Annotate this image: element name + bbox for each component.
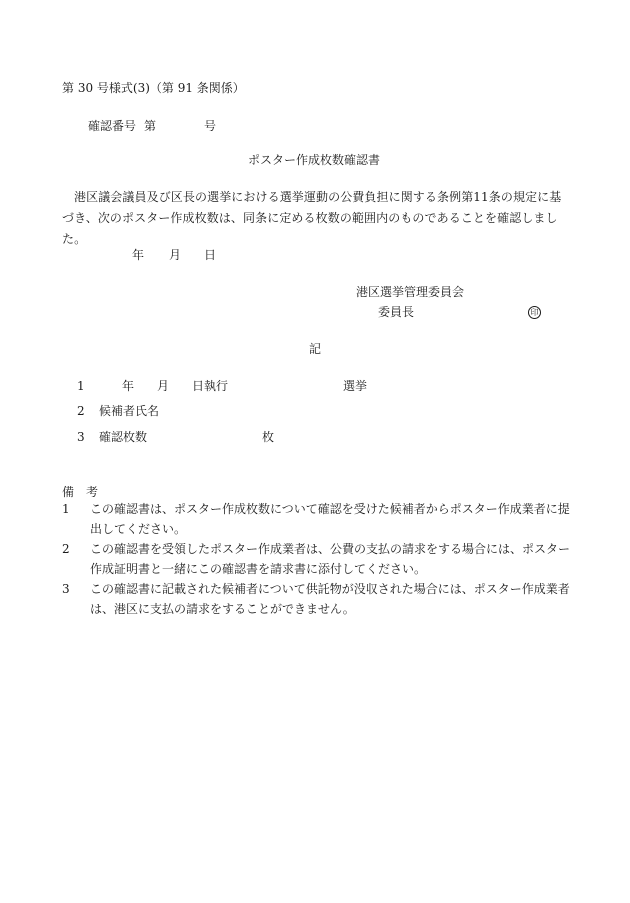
note-text: この確認書は、ポスター作成枚数について確認を受けた候補者からポスター作成業者に提出してください。 xyxy=(90,502,570,536)
date-day: 日 xyxy=(204,248,217,262)
seal-mark xyxy=(528,305,541,319)
notes-heading: 備 考 xyxy=(62,485,99,499)
notes-list xyxy=(62,499,574,619)
body-paragraph: 港区議会議員及び区長の選挙における選挙運動の公費負担に関する条例第11条の規定に基づき、次のポスター作成枚数は、同条に定める枚数の範囲内のものであることを確認しました。 xyxy=(62,190,562,246)
item-1-day-executed: 日執行 xyxy=(192,379,229,393)
item-2-number: 2 xyxy=(77,404,85,418)
confirmation-number-prefix: 第 xyxy=(144,119,157,133)
item-1-election: 選挙 xyxy=(343,379,368,393)
seal-icon: 印 xyxy=(528,306,541,319)
item-3-label: 確認枚数 xyxy=(99,430,148,444)
item-1-year: 年 xyxy=(122,379,135,393)
chairman-title: 委員長 xyxy=(378,305,415,319)
item-3-unit: 枚 xyxy=(262,430,275,444)
item-2-label: 候補者氏名 xyxy=(99,404,160,418)
form-number: 第 30 号様式(3)（第 91 条関係） xyxy=(62,81,245,95)
committee-name: 港区選挙管理委員会 xyxy=(356,285,465,299)
item-3-number: 3 xyxy=(77,430,85,444)
confirmation-number-label: 確認番号 xyxy=(88,119,137,133)
note-number: 2 xyxy=(62,542,70,556)
item-1-number: 1 xyxy=(77,379,85,393)
document-title: ポスター作成枚数確認書 xyxy=(248,153,381,167)
note-item xyxy=(62,579,574,619)
note-number: 1 xyxy=(62,502,70,516)
ki-heading: 記 xyxy=(309,342,322,356)
confirmation-number-suffix: 号 xyxy=(204,119,217,133)
note-item xyxy=(62,499,574,539)
note-text: この確認書に記載された候補者について供託物が没収された場合には、ポスター作成業者は、港区に支払の請求をすることができません。 xyxy=(90,582,570,616)
date-month: 月 xyxy=(169,248,182,262)
note-number: 3 xyxy=(62,582,70,596)
date-year: 年 xyxy=(132,248,145,262)
note-item xyxy=(62,539,574,579)
note-text: この確認書を受領したポスター作成業者は、公費の支払の請求をする場合には、ポスター作成証明書と一緒にこの確認書を請求書に添付してください。 xyxy=(90,542,571,576)
item-1-month: 月 xyxy=(157,379,170,393)
